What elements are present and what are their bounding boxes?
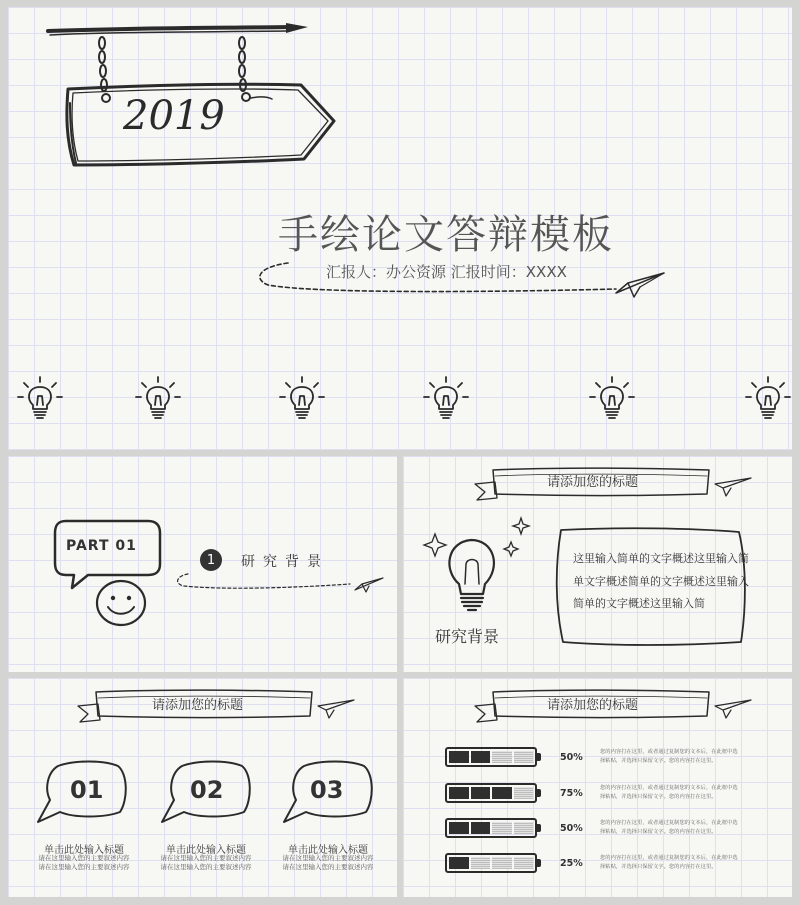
battery-level xyxy=(445,783,537,803)
step-text: 请在这里输入您的主要叙述内容 xyxy=(38,863,130,871)
battery-cell xyxy=(514,857,534,869)
smiley-icon xyxy=(94,578,148,628)
step-text: 请在这里输入您的主要叙述内容 xyxy=(282,854,374,862)
step-text: 请在这里输入您的主要叙述内容 xyxy=(282,863,374,871)
battery-cell xyxy=(449,787,469,799)
step-number: 02 xyxy=(190,776,224,804)
step-title: 单击此处输入标题 xyxy=(288,845,368,856)
lightbulb-icon xyxy=(744,375,792,423)
step-text: 请在这里输入您的主要叙述内容 xyxy=(38,854,130,862)
lightbulb-icon xyxy=(422,375,470,423)
lightbulb-icon xyxy=(588,375,636,423)
step-title: 单击此处输入标题 xyxy=(166,845,246,856)
year-label: 2019 xyxy=(123,93,225,139)
reporter-line: 汇报人：办公资源 汇报时间：XXXX xyxy=(326,263,567,281)
battery-cell xyxy=(492,751,512,763)
steps-slide[interactable] xyxy=(8,678,397,897)
battery-percent: 75% xyxy=(560,788,583,799)
battery-description: 您的内容打在这里，或者通过复制您的文本后，在此框中选 xyxy=(600,749,738,755)
step-text: 请在这里输入您的主要叙述内容 xyxy=(160,854,252,862)
battery-cap xyxy=(537,824,541,832)
battery-cap xyxy=(537,753,541,761)
battery-cap xyxy=(537,789,541,797)
battery-cell xyxy=(449,857,469,869)
battery-level xyxy=(445,747,537,767)
bulb-caption: 研究背景 xyxy=(435,627,500,646)
battery-slide[interactable] xyxy=(403,678,792,897)
battery-cell xyxy=(514,787,534,799)
battery-cell xyxy=(471,787,491,799)
step-number: 03 xyxy=(310,776,344,804)
battery-cell xyxy=(514,751,534,763)
battery-description: 您的内容打在这里，或者通过复制您的文本后，在此框中选 xyxy=(600,820,738,826)
battery-cell xyxy=(514,822,534,834)
battery-cap xyxy=(537,859,541,867)
description-text: 这里输入简单的文字概述这里输入简单文字概述简单的文字概述这里输入简单的文字概述这里输入简 xyxy=(573,552,749,610)
battery-level xyxy=(445,853,537,873)
banner-title: 请添加您的标题 xyxy=(152,698,244,713)
dashed-swoosh xyxy=(172,568,352,592)
banner-title: 请添加您的标题 xyxy=(547,475,639,490)
battery-cell xyxy=(449,822,469,834)
lightbulb-icon xyxy=(278,375,326,423)
paper-plane-icon xyxy=(614,265,666,299)
battery-description: 您的内容打在这里，或者通过复制您的文本后，在此框中选 xyxy=(600,855,738,861)
presentation-title: 手绘论文答辩模板 xyxy=(278,212,614,258)
battery-description: 择粘贴，并选择只保留文字。您的内容打在这里。 xyxy=(600,864,717,870)
background-slide[interactable] xyxy=(403,456,792,672)
battery-percent: 50% xyxy=(560,823,583,834)
battery-description: 择粘贴，并选择只保留文字。您的内容打在这里。 xyxy=(600,829,717,835)
step-number: 01 xyxy=(70,776,104,804)
section-number-badge: 1 xyxy=(200,549,222,571)
battery-cell xyxy=(492,857,512,869)
part-slide[interactable] xyxy=(8,456,397,672)
battery-cell xyxy=(449,751,469,763)
battery-description: 择粘贴，并选择只保留文字。您的内容打在这里。 xyxy=(600,758,717,764)
battery-description: 择粘贴，并选择只保留文字。您的内容打在这里。 xyxy=(600,794,717,800)
battery-percent: 25% xyxy=(560,858,583,869)
step-title: 单击此处输入标题 xyxy=(44,845,124,856)
battery-cell xyxy=(471,857,491,869)
battery-cell xyxy=(471,822,491,834)
dashed-swoosh xyxy=(248,259,618,299)
battery-cell xyxy=(492,787,512,799)
banner-title: 请添加您的标题 xyxy=(547,698,639,713)
lightbulb-icon xyxy=(134,375,182,423)
battery-cell xyxy=(471,751,491,763)
paper-plane-icon xyxy=(354,574,384,594)
section-title: 研究背景 xyxy=(241,554,329,570)
lightbulb-icon xyxy=(16,375,64,423)
title-slide[interactable] xyxy=(8,7,792,450)
part-label: PART 01 xyxy=(66,538,137,554)
step-text: 请在这里输入您的主要叙述内容 xyxy=(160,863,252,871)
battery-percent: 50% xyxy=(560,752,583,763)
battery-cell xyxy=(492,822,512,834)
battery-description: 您的内容打在这里，或者通过复制您的文本后，在此框中选 xyxy=(600,785,738,791)
lightbulb-icon xyxy=(421,518,533,614)
battery-level xyxy=(445,818,537,838)
